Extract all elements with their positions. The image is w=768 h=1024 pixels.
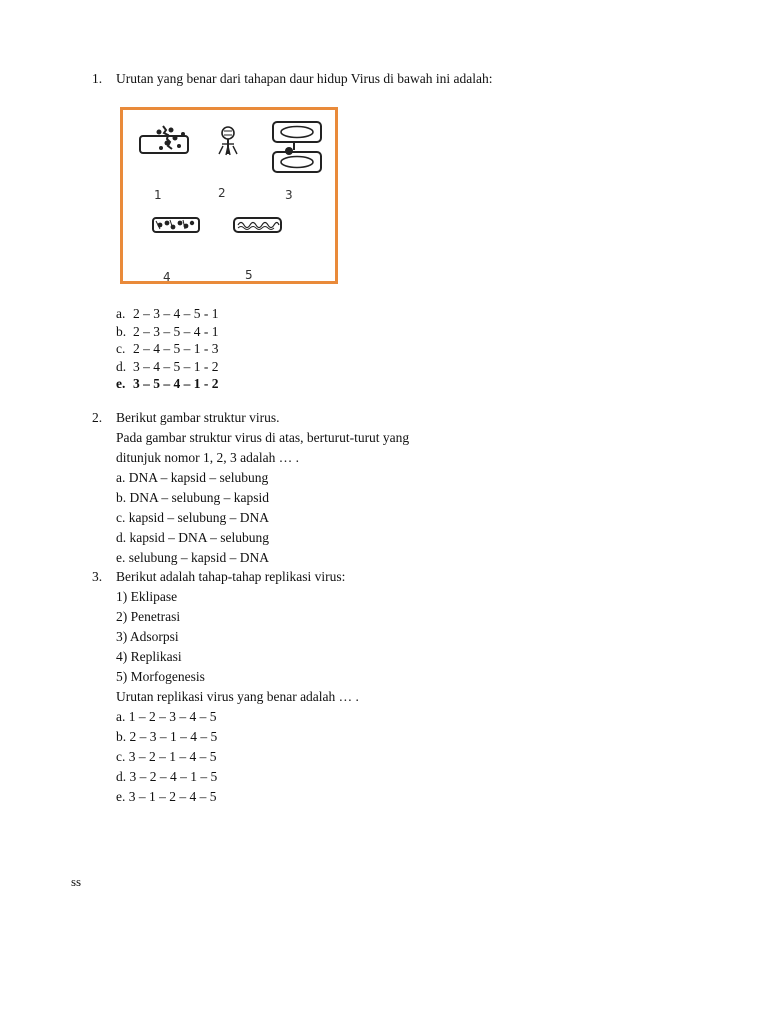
option-text: 2 – 4 – 5 – 1 - 3 [133, 341, 219, 356]
figure-label-1: 1 [154, 188, 162, 202]
stage-2-bacteriophage-drawing [219, 127, 237, 155]
question-3-step-2: 2) Penetrasi [116, 609, 181, 624]
question-3-text: Berikut adalah tahap-tahap replikasi virus: [116, 569, 346, 584]
question-3-heading [92, 567, 692, 587]
option-letter: b. [116, 323, 127, 339]
question-2-text: Berikut gambar struktur virus. [116, 410, 280, 425]
stage-1-cell-lysis-drawing [140, 126, 188, 153]
option-letter: d. [116, 358, 127, 374]
stage-3-attachment-drawing [273, 122, 321, 172]
question-2 [92, 408, 692, 568]
option-text: 3 – 4 – 5 – 1 - 2 [133, 358, 219, 374]
question-2-prompt-line-2: ditunjuk nomor 1, 2, 3 adalah … . [116, 450, 299, 465]
question-1 [92, 69, 692, 89]
question-2-number: 2. [92, 410, 103, 425]
question-1-number: 1. [92, 71, 103, 86]
question-3-step-3: 3) Adsorpsi [116, 629, 179, 644]
question-2-option-e[interactable]: e. selubung – kapsid – DNA [116, 550, 269, 565]
option-text: 2 – 3 – 4 – 5 - 1 [133, 306, 219, 321]
question-1-text: Urutan yang benar dari tahapan daur hidup Virus di bawah ini adalah: [116, 71, 493, 86]
figure-label-3: 3 [285, 188, 293, 202]
question-1-heading [92, 69, 692, 89]
question-3 [92, 567, 692, 807]
question-1-options [92, 305, 692, 393]
question-2-option-b[interactable]: b. DNA – selubung – kapsid [116, 490, 269, 505]
figure-label-2: 2 [218, 186, 226, 200]
footer-text: ss [71, 874, 82, 889]
option-letter: e. [116, 376, 126, 391]
stage-4-assembly-drawing [153, 218, 199, 232]
question-3-option-b[interactable]: b. 2 – 3 – 1 – 4 – 5 [116, 729, 218, 744]
question-1-option-a[interactable] [116, 305, 692, 323]
figure-label-5: 5 [245, 268, 253, 282]
question-3-prompt: Urutan replikasi virus yang benar adalah … . [116, 689, 359, 704]
option-text: 2 – 3 – 5 – 4 - 1 [133, 323, 219, 339]
question-1-option-d[interactable] [116, 358, 692, 376]
question-3-step-5: 5) Morfogenesis [116, 669, 205, 684]
option-text: 3 – 5 – 4 – 1 - 2 [133, 376, 219, 391]
question-3-step-4: 4) Replikasi [116, 649, 182, 664]
question-3-option-e[interactable]: e. 3 – 1 – 2 – 4 – 5 [116, 789, 217, 804]
question-1-option-c[interactable] [116, 340, 692, 358]
question-3-option-a[interactable]: a. 1 – 2 – 3 – 4 – 5 [116, 709, 217, 724]
option-letter: a. [116, 306, 126, 321]
question-2-prompt-line-1: Pada gambar struktur virus di atas, berturut-turut yang [116, 430, 410, 445]
question-2-option-a[interactable]: a. DNA – kapsid – selubung [116, 470, 269, 485]
question-2-heading [92, 408, 692, 428]
stage-5-replication-drawing [234, 218, 281, 232]
question-2-option-c[interactable]: c. kapsid – selubung – DNA [116, 510, 269, 525]
question-3-option-d[interactable]: d. 3 – 2 – 4 – 1 – 5 [116, 769, 218, 784]
question-1-option-e-answer[interactable] [116, 375, 692, 393]
figure-label-4: 4 [163, 270, 171, 284]
question-1-option-b[interactable] [116, 323, 692, 341]
question-3-number: 3. [92, 569, 103, 584]
question-3-option-c[interactable]: c. 3 – 2 – 1 – 4 – 5 [116, 749, 217, 764]
option-letter: c. [116, 341, 126, 356]
question-3-step-1: 1) Eklipase [116, 589, 178, 604]
virus-lifecycle-figure [120, 107, 338, 284]
question-2-option-d[interactable]: d. kapsid – DNA – selubung [116, 530, 269, 545]
